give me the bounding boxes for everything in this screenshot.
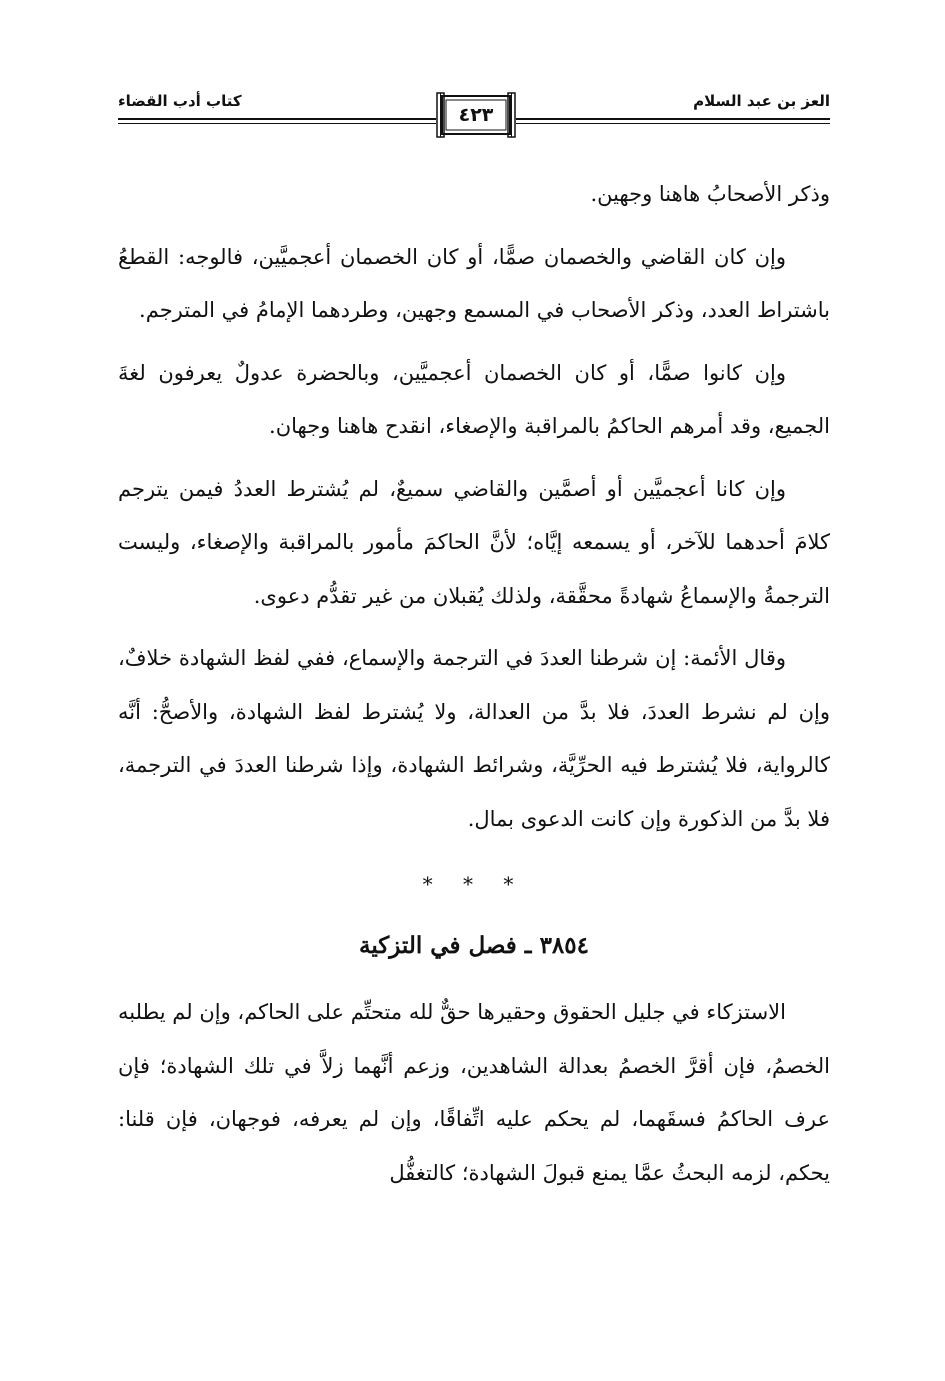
paragraph-5: وقال الأئمة: إن شرطنا العددَ في الترجمة والإسماع، ففي لفظ الشهادة خلافٌ، وإن لم نشرط العددَ، فلا بدَّ من العدالة، ولا يُشترط لفظ الشهادة، والأصحُّ: أنَّه كالرواية، فلا يُشترط فيه الحرِّيَّة، وشرائط الشهادة، وإذا شرطنا العددَ في الترجمة، فلا بدَّ من الذكورة وإن كانت الدعوى بمال. — [118, 646, 830, 831]
page-number: ٤٢٣ — [458, 104, 494, 126]
running-header — [118, 80, 830, 140]
section-heading: ٣٨٥٤ ـ فصل في التزكية — [359, 932, 589, 959]
header-rule-left — [118, 118, 436, 120]
paragraph-2: وإن كان القاضي والخصمان صمًّا، أو كان الخصمان أعجميَّين، فالوجه: القطعُ باشتراط العدد، وذكر الأصحاب في المسمع وجهين، وطردهما الإمامُ في المترجم. — [118, 244, 830, 322]
section-separator: * * * — [422, 872, 526, 896]
book-title: كتاب أدب القضاء — [118, 92, 242, 110]
main-text — [118, 168, 830, 1209]
page-number-frame — [436, 92, 516, 134]
section-paragraph-1: الاستزكاء في جليل الحقوق وحقيرها حقٌّ لله متحتِّم على الحاكم، وإن لم يطلبه الخصمُ، فإن أقرَّ الخصمُ بعدالة الشاهدين، وزعم أنَّهما زلاَّ في تلك الشهادة؛ فإن عرف الحاكمُ فسقَهما، لم يحكم عليه اتِّفاقًا، وإن لم يعرفه، فوجهان، فإن قلنا: يحكم، لزمه البحثُ عمَّا يمنع قبولَ الشهادة؛ كالتغفُّل — [118, 1000, 830, 1185]
paragraph-1: وذكر الأصحابُ هاهنا وجهين. — [590, 182, 830, 206]
header-rule-right-thin — [516, 123, 830, 124]
header-rule-left-thin — [118, 123, 436, 124]
paragraph-4: وإن كانا أعجميَّين أو أصمَّين والقاضي سميعٌ، لم يُشترط العددُ فيمن يترجم كلامَ أحدهما للآخر، أو يسمعه إيَّاه؛ لأنَّ الحاكمَ مأمور بالمراقبة والإصغاء، وليست الترجمةُ والإسماعُ شهادةً محقَّقة، ولذلك يُقبلان من غير تقدُّم دعوى. — [118, 476, 830, 608]
paragraph-3: وإن كانوا صمًّا، أو كان الخصمان أعجميَّين، وبالحضرة عدولٌ يعرفون لغةَ الجميع، وقد أمرهم الحاكمُ بالمراقبة والإصغاء، انقدح هاهنا وجهان. — [118, 360, 830, 438]
author-name: العز بن عبد السلام — [693, 92, 830, 110]
header-rule-right — [516, 118, 830, 120]
